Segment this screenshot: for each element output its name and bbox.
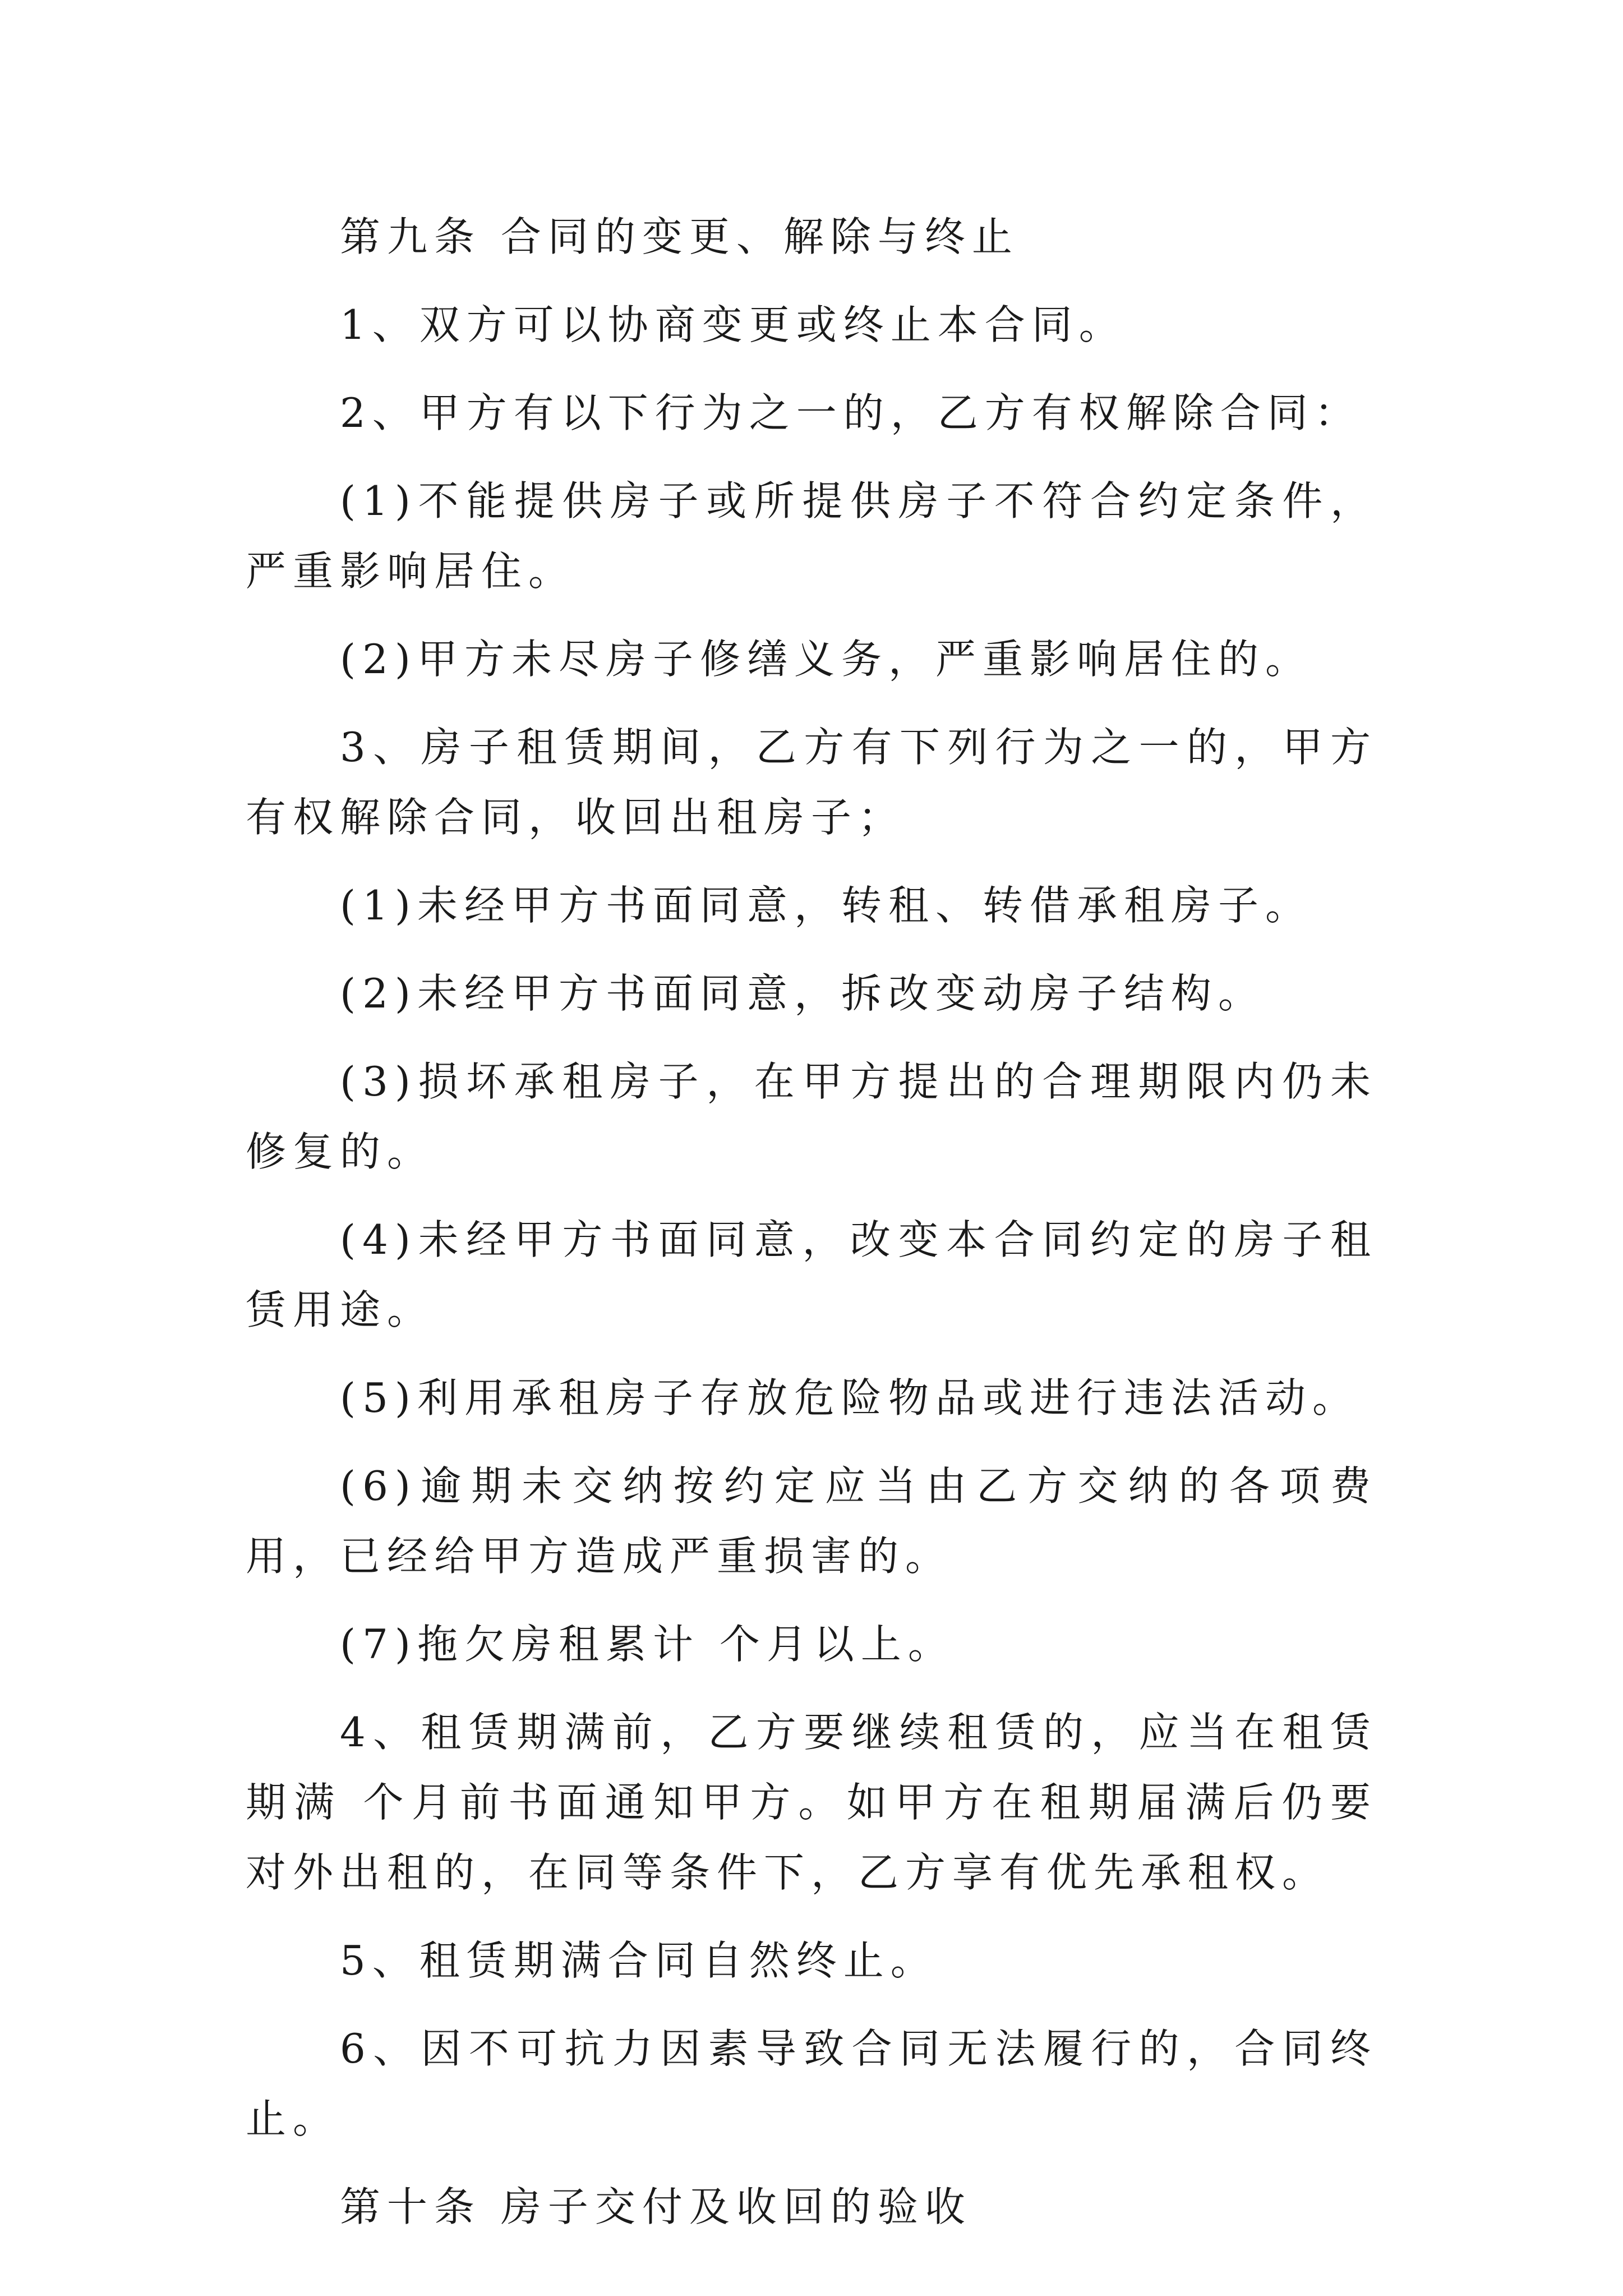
clause-3-item-1: (1)未经甲方书面同意，转租、转借承租房子。 [340,882,1312,929]
document-body [246,202,1377,2242]
clause-3-item-5: (5)利用承租房子存放危险物品或进行违法活动。 [340,1374,1359,1421]
clause-6: 6、因不可抗力因素导致合同无法履行的，合同终止。 [246,2025,1377,2142]
clause-3-item-4: (4)未经甲方书面同意，改变本合同约定的房子租赁用途。 [246,1216,1377,1333]
clause-1: 1、双方可以协商变更或终止本合同。 [340,301,1126,348]
article-10-heading: 第十条 房子交付及收回的验收 [340,2183,972,2230]
clause-2: 2、甲方有以下行为之一的，乙方有权解除合同： [340,389,1362,436]
clause-3: 3、房子租赁期间，乙方有下列行为之一的，甲方有权解除合同，收回出租房子； [246,724,1377,841]
clause-2-item-2: (2)甲方未尽房子修缮义务，严重影响居住的。 [340,636,1312,683]
clause-4: 4、租赁期满前，乙方要继续租赁的，应当在租赁期满 个月前书面通知甲方。如甲方在租期届满后仍要对外出租的，在同等条件下，乙方享有优先承租权。 [246,1709,1377,1896]
clause-2-item-1: (1)不能提供房子或所提供房子不符合约定条件，严重影响居住。 [246,477,1377,595]
clause-5: 5、租赁期满合同自然终止。 [340,1937,938,1984]
clause-3-item-3: (3)损坏承租房子，在甲方提出的合理期限内仍未修复的。 [246,1058,1377,1175]
clause-3-item-7: (7)拖欠房租累计 个月以上。 [340,1621,955,1668]
clause-3-item-6: (6)逾期未交纳按约定应当由乙方交纳的各项费用，已经给甲方造成严重损害的。 [246,1462,1377,1580]
article-9-heading: 第九条 合同的变更、解除与终止 [340,213,1019,260]
clause-3-item-2: (2)未经甲方书面同意，拆改变动房子结构。 [340,970,1265,1017]
